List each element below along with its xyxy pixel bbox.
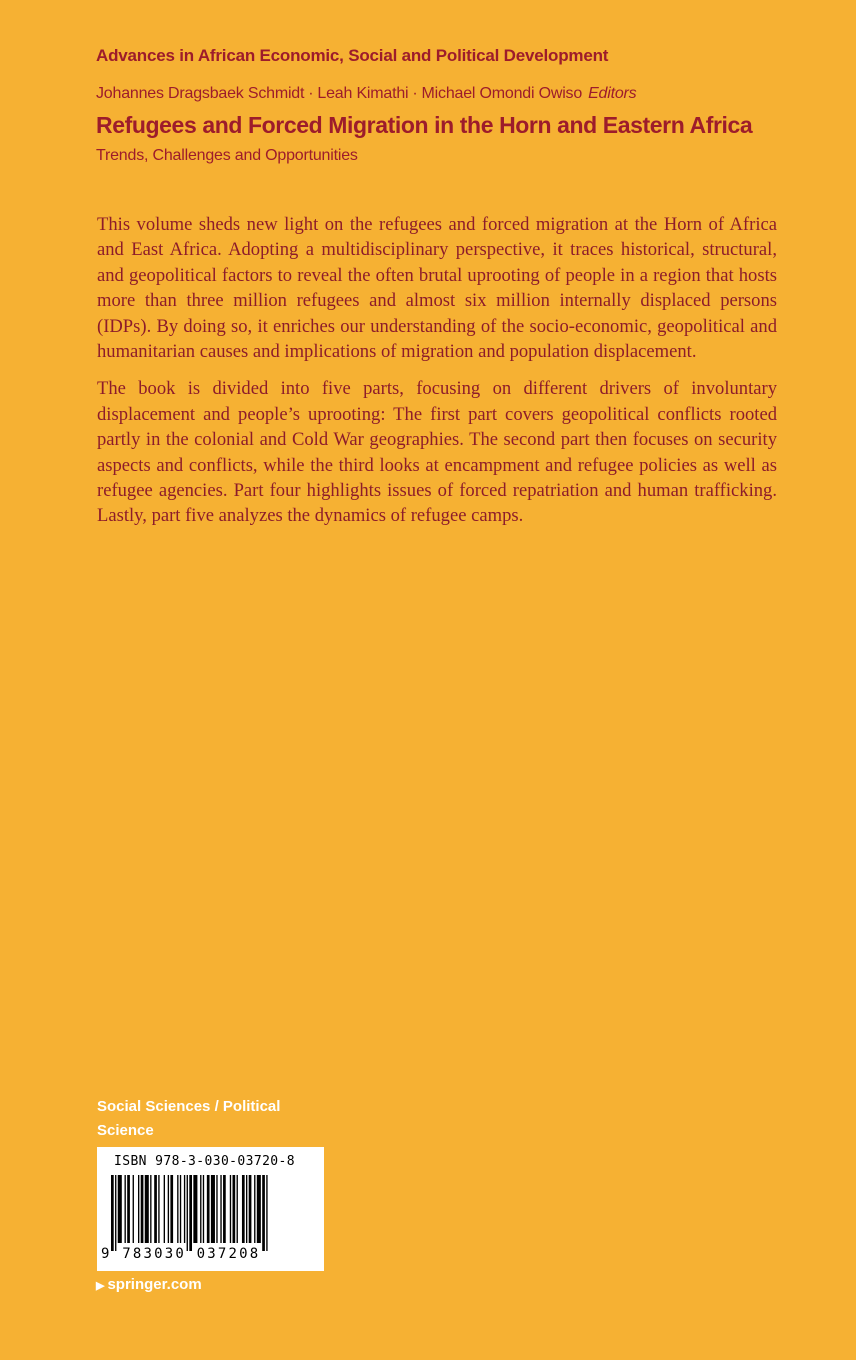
ean-digits: 9 783030 037208 [101, 1246, 261, 1262]
barcode-bar [177, 1175, 178, 1243]
editors-line [96, 85, 636, 103]
barcode-bar [187, 1175, 188, 1251]
barcode-bar [203, 1175, 204, 1243]
barcode-bar [257, 1175, 261, 1243]
book-subtitle: Trends, Challenges and Opportunities [96, 147, 358, 164]
isbn-label: ISBN 978-3-030-03720-8 [114, 1154, 295, 1169]
blurb [97, 212, 777, 541]
publisher-link-text: springer.com [107, 1276, 202, 1293]
barcode-bar [168, 1175, 169, 1243]
barcode-bar [237, 1175, 238, 1243]
series-title: Advances in African Economic, Social and Political Development [96, 46, 609, 65]
barcode-bar [262, 1175, 265, 1251]
play-arrow-icon: ▶ [96, 1280, 105, 1292]
barcode-bar [115, 1175, 116, 1251]
barcode-bar [125, 1175, 126, 1243]
editors-role: Editors [588, 85, 637, 102]
barcode-bar [158, 1175, 159, 1243]
barcode-bar [141, 1175, 144, 1243]
barcode-bar [189, 1175, 192, 1251]
editor-separator: · [308, 85, 314, 102]
editor-name: Leah Kimathi [317, 85, 409, 102]
editor-name: Johannes Dragsbaek Schmidt [96, 85, 305, 102]
editor-name: Michael Omondi Owiso [421, 85, 583, 102]
barcode-bars [111, 1175, 311, 1251]
barcode-bar [211, 1175, 215, 1243]
barcode-bar [180, 1175, 181, 1243]
barcode-bar [150, 1175, 151, 1243]
barcode-bar [220, 1175, 221, 1243]
barcode-bar [170, 1175, 173, 1243]
barcode-bar [216, 1175, 217, 1243]
barcode-bar [242, 1175, 245, 1243]
barcode-bar [200, 1175, 201, 1243]
barcode-bar [118, 1175, 122, 1243]
publisher-link[interactable] [96, 1276, 202, 1293]
barcode-bar [193, 1175, 197, 1243]
barcode-bar [246, 1175, 247, 1243]
barcode-bar [154, 1175, 157, 1243]
barcode-bar [230, 1175, 231, 1243]
subject-category: Social Sciences / Political Science [97, 1098, 281, 1139]
barcode-bar [207, 1175, 210, 1243]
blurb-paragraph: This volume sheds new light on the refugees and forced migration at the Horn of Africa and East Africa. Adopting a multidisciplinary perspective, it traces historical, structural, and geopolitical factors to reveal the often brutal uprooting of people in a region that hosts more than three million refugees and almost six million internally displaced persons (IDPs). By doing so, it enriches our understanding of the socio-economic, geopolitical and humanitarian causes and implications of migration and population displacement. [97, 214, 777, 363]
book-title: Refugees and Forced Migration in the Horn and Eastern Africa [96, 112, 753, 138]
barcode-bar [145, 1175, 149, 1243]
barcode-bar [164, 1175, 165, 1243]
barcode-bar [266, 1175, 267, 1251]
barcode-bar [184, 1175, 185, 1243]
barcode-bar [233, 1175, 236, 1243]
blurb-paragraph: The book is divided into five parts, focusing on different drivers of involuntary displacement and people’s uprooting: The first part covers geopolitical conflicts rooted partly in the colonial and Cold War geographies. The second part then focuses on security aspects and conflicts, while the third looks at encampment and refugee policies as well as refugee agencies. Part four highlights issues of forced repatriation and human trafficking. Lastly, part five analyzes the dynamics of refugee camps. [97, 378, 777, 527]
barcode-bar [223, 1175, 226, 1243]
barcode-bar [127, 1175, 130, 1243]
barcode-bar [111, 1175, 114, 1251]
barcode-bar [249, 1175, 252, 1243]
barcode-bar [133, 1175, 134, 1243]
barcode-bar [138, 1175, 139, 1243]
isbn-barcode [97, 1147, 324, 1271]
editor-separator: · [412, 85, 418, 102]
barcode-bar [254, 1175, 255, 1243]
